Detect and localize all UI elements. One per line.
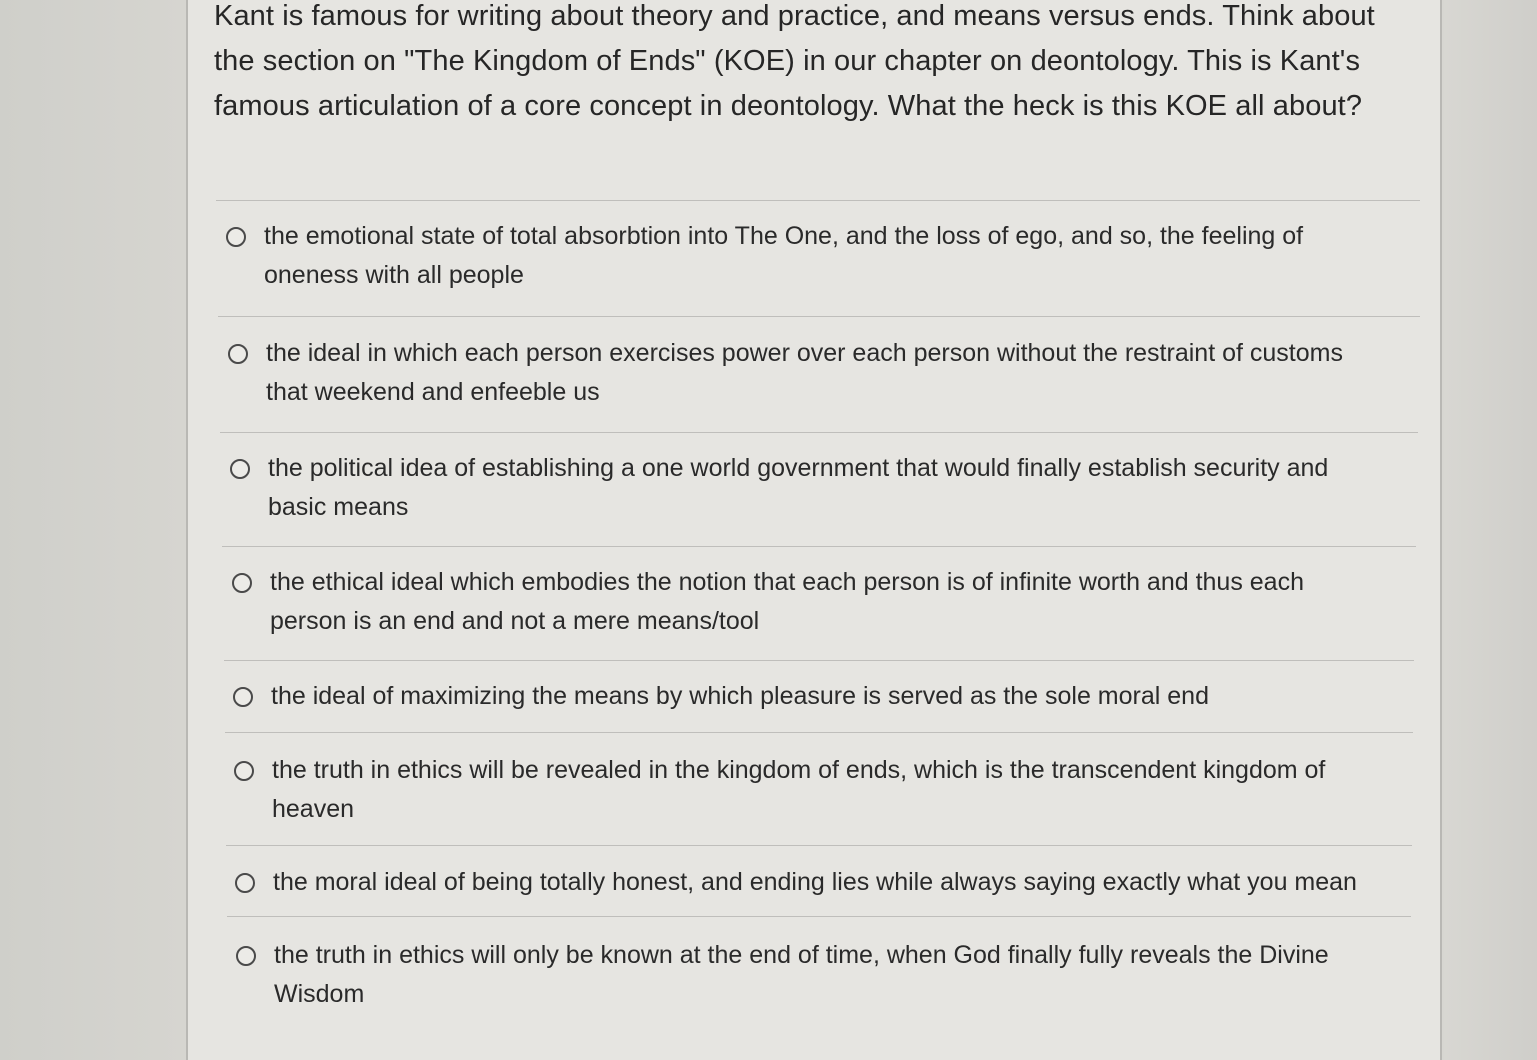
radio-button[interactable] xyxy=(233,687,253,707)
divider xyxy=(216,200,1420,201)
answer-option-label[interactable]: the moral ideal of being totally honest, and ending lies while always saying exactly what you mean xyxy=(273,868,1357,896)
divider xyxy=(218,316,1420,317)
page-background-right xyxy=(1444,0,1537,1060)
answer-option-label[interactable]: the ethical ideal which embodies the notion that each person is of infinite worth and thus each person is an end and not a mere means/tool xyxy=(270,568,1304,635)
answer-option-label[interactable]: the ideal of maximizing the means by which pleasure is served as the sole moral end xyxy=(271,682,1209,710)
answer-option-3[interactable] xyxy=(230,452,1380,527)
radio-button[interactable] xyxy=(228,344,248,364)
divider xyxy=(220,432,1418,433)
answer-option-2[interactable] xyxy=(228,337,1378,412)
answer-option-label[interactable]: the truth in ethics will only be known at the end of time, when God finally fully reveals the Divine Wisdom xyxy=(274,941,1329,1008)
divider xyxy=(225,732,1413,733)
radio-button[interactable] xyxy=(230,459,250,479)
page-background-left xyxy=(0,0,186,1060)
radio-button[interactable] xyxy=(232,573,252,593)
divider xyxy=(224,660,1414,661)
answer-option-5[interactable] xyxy=(233,680,1383,716)
answer-option-4[interactable] xyxy=(232,566,1382,641)
answer-option-label[interactable]: the ideal in which each person exercises power over each person without the restraint of customs that weekend and enfeeble us xyxy=(266,339,1343,406)
divider xyxy=(226,845,1412,846)
answer-option-1[interactable] xyxy=(226,220,1376,295)
answer-option-8[interactable] xyxy=(236,939,1386,1014)
radio-button[interactable] xyxy=(226,227,246,247)
radio-button[interactable] xyxy=(234,761,254,781)
radio-button[interactable] xyxy=(235,873,255,893)
question-panel xyxy=(186,0,1442,1060)
answer-option-label[interactable]: the political idea of establishing a one world government that would finally establish security and basic means xyxy=(268,454,1329,521)
answer-option-label[interactable]: the truth in ethics will be revealed in the kingdom of ends, which is the transcendent kingdom of heaven xyxy=(272,756,1326,823)
divider xyxy=(227,916,1411,917)
question-prompt: Kant is famous for writing about theory and practice, and means versus ends. Think about the section on "The Kingdom of Ends" (KOE) in our chapter on deontology. This is Kant's famous articulation of a core concept in deontology. What the heck is this KOE all about? xyxy=(214,0,1375,122)
answer-option-label[interactable]: the emotional state of total absorbtion into The One, and the loss of ego, and so, the feeling of oneness with all people xyxy=(264,222,1304,289)
answer-option-7[interactable] xyxy=(235,866,1385,902)
divider xyxy=(222,546,1416,547)
radio-button[interactable] xyxy=(236,946,256,966)
answer-option-6[interactable] xyxy=(234,754,1384,829)
